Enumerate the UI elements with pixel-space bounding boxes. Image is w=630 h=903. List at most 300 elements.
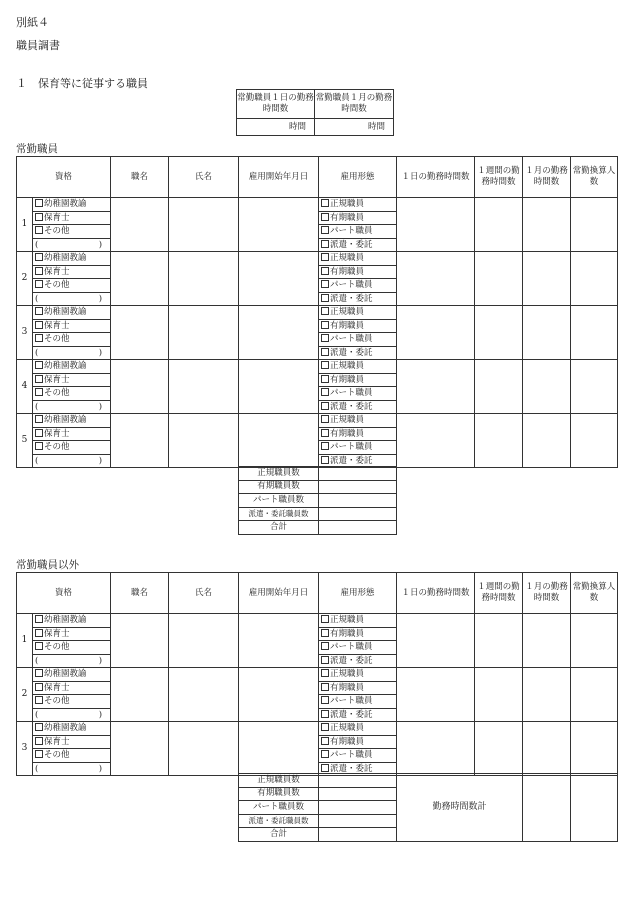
checkbox-icon[interactable] [321,429,329,437]
checkbox-icon[interactable] [321,737,329,745]
monthly-standard-hours-header: 常勤職員１月の勤務時間数 [315,90,394,119]
other-specify-field[interactable] [35,239,110,251]
summary-label: 有期職員数 [239,480,319,494]
checkbox-icon[interactable] [35,267,43,275]
daily-standard-hours-cell[interactable]: 時間 [237,119,315,136]
row-number: 1 [17,614,33,668]
employment-option[interactable] [319,735,397,749]
checkbox-icon[interactable] [321,267,329,275]
monthly-hours-cell[interactable] [523,614,571,668]
checkbox-icon[interactable] [35,642,43,650]
checkbox-icon[interactable] [35,307,43,315]
qualification-option[interactable] [33,749,111,763]
paren-close: ) [98,293,103,304]
paren-close: ) [98,455,103,466]
header-5: １日の勤務時間数 [397,157,475,198]
checkbox-icon[interactable] [321,321,329,329]
employment-option[interactable] [319,319,397,333]
job-title-cell[interactable] [111,198,169,252]
checkbox-icon[interactable] [35,415,43,423]
other-specify-field[interactable] [35,763,110,775]
checkbox-icon[interactable] [35,737,43,745]
header-8: 常勤換算人数 [571,573,618,614]
header-7: １月の勤務時間数 [523,157,571,198]
qualification-label: 保育士 [44,266,70,277]
checkbox-icon[interactable] [321,240,329,248]
employment-option[interactable] [319,654,397,668]
header-2: 氏名 [169,157,239,198]
qualification-label: 保育士 [44,736,70,747]
qualification-option[interactable] [33,265,111,279]
checkbox-icon[interactable] [321,723,329,731]
employment-option[interactable] [319,441,397,455]
fte-count-cell[interactable] [571,668,618,722]
checkbox-icon[interactable] [321,456,329,464]
employment-label: 派遣・委託 [330,401,373,412]
checkbox-icon[interactable] [321,683,329,691]
checkbox-icon[interactable] [35,442,43,450]
qualification-label: その他 [44,388,70,399]
summary-value-cell[interactable] [319,801,397,815]
header-3: 雇用開始年月日 [239,573,319,614]
checkbox-icon[interactable] [35,429,43,437]
employment-label: 派遣・委託 [330,293,373,304]
weekly-hours-cell[interactable] [475,198,523,252]
employment-option[interactable] [319,387,397,401]
checkbox-icon[interactable] [35,750,43,758]
total-monthly-hours-cell[interactable] [523,774,571,842]
row-number: 4 [17,360,33,414]
header-0: 資格 [17,157,111,198]
paren-open: ( [35,763,39,774]
paren-open: ( [35,655,39,666]
monthly-hours-cell[interactable] [523,414,571,468]
other-specify-field[interactable] [35,401,110,413]
header-6: １週間の勤務時間数 [475,157,523,198]
summary-value-cell[interactable] [319,467,397,481]
name-cell[interactable] [169,614,239,668]
checkbox-icon[interactable] [35,321,43,329]
name-cell[interactable] [169,722,239,776]
paren-open: ( [35,401,39,412]
fte-count-cell[interactable] [571,722,618,776]
qualification-label: 保育士 [44,320,70,331]
name-cell[interactable] [169,360,239,414]
employment-option[interactable] [319,627,397,641]
name-cell[interactable] [169,198,239,252]
summary-label: 派遣・委託職員数 [239,507,319,521]
employment-option[interactable] [319,427,397,441]
total-fte-cell[interactable] [571,774,618,842]
job-title-cell[interactable] [111,306,169,360]
qualification-label: 幼稚園教諭 [44,615,87,626]
paren-open: ( [35,239,39,250]
weekly-hours-cell[interactable] [475,252,523,306]
weekly-hours-cell[interactable] [475,360,523,414]
checkbox-icon[interactable] [321,615,329,623]
document-title: 職員調書 [16,39,60,52]
daily-hours-cell[interactable] [397,306,475,360]
employment-option[interactable] [319,306,397,320]
checkbox-icon[interactable] [35,253,43,261]
employment-option[interactable] [319,373,397,387]
paren-close: ) [98,709,103,720]
employment-label: 有期職員 [330,374,365,385]
summary-value-cell[interactable] [319,774,397,788]
monthly-hours-cell[interactable] [523,252,571,306]
qualification-label: 幼稚園教諭 [44,199,87,210]
employment-option[interactable] [319,279,397,293]
row-number: 5 [17,414,33,468]
summary-label: パート職員数 [239,494,319,508]
other-specify-field[interactable] [35,293,110,305]
weekly-hours-cell[interactable] [475,414,523,468]
summary-label: 正規職員数 [239,774,319,788]
other-specify-field[interactable] [35,347,110,359]
paren-open: ( [35,455,39,466]
summary-label: 正規職員数 [239,467,319,481]
checkbox-icon[interactable] [35,334,43,342]
qualification-label: 保育士 [44,428,70,439]
employment-label: パート職員 [330,280,373,291]
employment-option[interactable] [319,749,397,763]
employment-label: 有期職員 [330,212,365,223]
daily-hours-cell[interactable] [397,668,475,722]
checkbox-icon[interactable] [321,656,329,664]
employment-label: 正規職員 [330,615,365,626]
qualification-option[interactable] [33,668,111,682]
qualification-option[interactable] [33,211,111,225]
employment-label: 派遣・委託 [330,239,373,250]
employment-option[interactable] [319,400,397,414]
qualification-option[interactable] [33,319,111,333]
summary-value-cell[interactable] [319,828,397,842]
other-specify-field[interactable] [35,709,110,721]
qualification-label: 保育士 [44,628,70,639]
daily-standard-hours-header: 常勤職員１日の勤務時間数 [237,90,315,119]
checkbox-icon[interactable] [35,213,43,221]
employment-label: 派遣・委託 [330,655,373,666]
employment-label: パート職員 [330,388,373,399]
employment-option[interactable] [319,265,397,279]
start-date-cell[interactable] [239,360,319,414]
employment-label: 正規職員 [330,361,365,372]
employment-label: 正規職員 [330,669,365,680]
other-specify-field[interactable] [35,655,110,667]
total-hours-label: 勤務時間数計 [397,774,523,842]
monthly-hours-cell[interactable] [523,722,571,776]
start-date-cell[interactable] [239,198,319,252]
checkbox-icon[interactable] [321,280,329,288]
checkbox-icon[interactable] [321,361,329,369]
qualification-option[interactable] [33,279,111,293]
qualification-option[interactable] [33,427,111,441]
fte-count-cell[interactable] [571,252,618,306]
qualification-label: その他 [44,334,70,345]
attachment-label: 別紙４ [16,16,49,29]
summary-value-cell[interactable] [319,494,397,508]
employment-option[interactable] [319,346,397,360]
fte-count-cell[interactable] [571,360,618,414]
checkbox-icon[interactable] [321,669,329,677]
checkbox-icon[interactable] [321,442,329,450]
header-0: 資格 [17,573,111,614]
summary-value-cell[interactable] [319,480,397,494]
summary-label: 有期職員数 [239,787,319,801]
start-date-cell[interactable] [239,722,319,776]
qualification-option[interactable] [33,400,111,414]
qualification-option[interactable] [33,333,111,347]
monthly-hours-cell[interactable] [523,306,571,360]
weekly-hours-cell[interactable] [475,668,523,722]
employment-label: パート職員 [330,226,373,237]
job-title-cell[interactable] [111,614,169,668]
checkbox-icon[interactable] [321,253,329,261]
paren-close: ) [98,401,103,412]
qualification-option[interactable] [33,722,111,736]
start-date-cell[interactable] [239,306,319,360]
checkbox-icon[interactable] [321,307,329,315]
checkbox-icon[interactable] [321,764,329,772]
employment-option[interactable] [319,292,397,306]
employment-label: 有期職員 [330,428,365,439]
checkbox-icon[interactable] [35,361,43,369]
qualification-option[interactable] [33,306,111,320]
employment-label: パート職員 [330,334,373,345]
weekly-hours-cell[interactable] [475,722,523,776]
header-4: 雇用形態 [319,573,397,614]
fte-count-cell[interactable] [571,614,618,668]
qualification-label: その他 [44,442,70,453]
section-title: １ 保育等に従事する職員 [16,77,148,90]
daily-hours-cell[interactable] [397,722,475,776]
qualification-option[interactable] [33,414,111,428]
qualification-option[interactable] [33,735,111,749]
name-cell[interactable] [169,306,239,360]
checkbox-icon[interactable] [321,710,329,718]
employment-label: 派遣・委託 [330,347,373,358]
header-3: 雇用開始年月日 [239,157,319,198]
start-date-cell[interactable] [239,252,319,306]
paren-close: ) [98,347,103,358]
employment-option[interactable] [319,333,397,347]
qualification-option[interactable] [33,373,111,387]
qualification-label: 保育士 [44,374,70,385]
daily-hours-cell[interactable] [397,360,475,414]
checkbox-icon[interactable] [321,750,329,758]
summary-label: パート職員数 [239,801,319,815]
summary-value-cell[interactable] [319,507,397,521]
qualification-label: 幼稚園教諭 [44,669,87,680]
other-specify-field[interactable] [35,455,110,467]
fulltime-staff-table [16,156,618,468]
checkbox-icon[interactable] [35,615,43,623]
employment-label: パート職員 [330,750,373,761]
paren-open: ( [35,709,39,720]
paren-close: ) [98,763,103,774]
employment-label: パート職員 [330,696,373,707]
employment-option[interactable] [319,681,397,695]
summary-value-cell[interactable] [319,521,397,535]
checkbox-icon[interactable] [321,199,329,207]
nonfulltime-staff-table [16,572,618,776]
employment-label: 正規職員 [330,723,365,734]
fte-count-cell[interactable] [571,306,618,360]
employment-label: 正規職員 [330,199,365,210]
paren-close: ) [98,655,103,666]
qualification-option[interactable] [33,454,111,468]
qualification-option[interactable] [33,614,111,628]
qualification-option[interactable] [33,708,111,722]
checkbox-icon[interactable] [321,642,329,650]
start-date-cell[interactable] [239,668,319,722]
qualification-option[interactable] [33,360,111,374]
job-title-cell[interactable] [111,668,169,722]
summary-value-cell[interactable] [319,814,397,828]
checkbox-icon[interactable] [35,723,43,731]
qualification-option[interactable] [33,198,111,212]
qualification-label: 幼稚園教諭 [44,723,87,734]
daily-hours-cell[interactable] [397,414,475,468]
employment-option[interactable] [319,198,397,212]
qualification-option[interactable] [33,252,111,266]
fte-count-cell[interactable] [571,414,618,468]
qualification-option[interactable] [33,387,111,401]
checkbox-icon[interactable] [35,375,43,383]
row-number: 3 [17,306,33,360]
qualification-label: 幼稚園教諭 [44,253,87,264]
employment-label: 正規職員 [330,415,365,426]
qualification-label: その他 [44,226,70,237]
checkbox-icon[interactable] [35,696,43,704]
header-6: １週間の勤務時間数 [475,573,523,614]
job-title-cell[interactable] [111,252,169,306]
monthly-standard-hours-cell[interactable]: 時間 [315,119,394,136]
qualification-label: 保育士 [44,682,70,693]
employment-option[interactable] [319,211,397,225]
header-2: 氏名 [169,573,239,614]
employment-option[interactable] [319,252,397,266]
checkbox-icon[interactable] [35,226,43,234]
start-date-cell[interactable] [239,414,319,468]
employment-option[interactable] [319,238,397,252]
monthly-hours-cell[interactable] [523,668,571,722]
checkbox-icon[interactable] [321,348,329,356]
checkbox-icon[interactable] [321,415,329,423]
job-title-cell[interactable] [111,722,169,776]
name-cell[interactable] [169,668,239,722]
qualification-option[interactable] [33,641,111,655]
checkbox-icon[interactable] [35,280,43,288]
qualification-option[interactable] [33,681,111,695]
employment-option[interactable] [319,414,397,428]
daily-hours-cell[interactable] [397,252,475,306]
employment-label: 有期職員 [330,266,365,277]
fte-count-cell[interactable] [571,198,618,252]
checkbox-icon[interactable] [321,294,329,302]
employment-option[interactable] [319,360,397,374]
employment-label: 派遣・委託 [330,763,373,774]
start-date-cell[interactable] [239,614,319,668]
monthly-hours-cell[interactable] [523,198,571,252]
summary-value-cell[interactable] [319,787,397,801]
standard-hours-table [236,89,394,136]
checkbox-icon[interactable] [321,226,329,234]
qualification-label: 幼稚園教諭 [44,361,87,372]
checkbox-icon[interactable] [321,388,329,396]
qualification-option[interactable] [33,654,111,668]
fulltime-title: 常勤職員 [16,143,58,155]
qualification-label: その他 [44,750,70,761]
checkbox-icon[interactable] [35,669,43,677]
employment-label: パート職員 [330,642,373,653]
weekly-hours-cell[interactable] [475,614,523,668]
employment-option[interactable] [319,225,397,239]
checkbox-icon[interactable] [321,213,329,221]
nonfulltime-title: 常勤職員以外 [16,559,79,571]
qualification-option[interactable] [33,627,111,641]
checkbox-icon[interactable] [321,629,329,637]
employment-label: 正規職員 [330,307,365,318]
employment-option[interactable] [319,641,397,655]
qualification-label: その他 [44,280,70,291]
employment-label: 派遣・委託 [330,455,373,466]
employment-label: 有期職員 [330,320,365,331]
employment-label: 有期職員 [330,682,365,693]
qualification-label: その他 [44,642,70,653]
employment-option[interactable] [319,668,397,682]
header-7: １月の勤務時間数 [523,573,571,614]
name-cell[interactable] [169,414,239,468]
qualification-label: 幼稚園教諭 [44,415,87,426]
checkbox-icon[interactable] [321,696,329,704]
nonfulltime-summary-table [238,773,618,842]
header-1: 職名 [111,157,169,198]
checkbox-icon[interactable] [35,683,43,691]
summary-label: 合計 [239,521,319,535]
checkbox-icon[interactable] [321,334,329,342]
checkbox-icon[interactable] [35,629,43,637]
qualification-option[interactable] [33,225,111,239]
header-8: 常勤換算人数 [571,157,618,198]
job-title-cell[interactable] [111,414,169,468]
checkbox-icon[interactable] [321,402,329,410]
checkbox-icon[interactable] [35,388,43,396]
header-5: １日の勤務時間数 [397,573,475,614]
employment-option[interactable] [319,722,397,736]
employment-option[interactable] [319,708,397,722]
qualification-option[interactable] [33,762,111,776]
daily-hours-cell[interactable] [397,198,475,252]
qualification-option[interactable] [33,695,111,709]
employment-option[interactable] [319,695,397,709]
employment-label: 有期職員 [330,628,365,639]
qualification-option[interactable] [33,346,111,360]
name-cell[interactable] [169,252,239,306]
weekly-hours-cell[interactable] [475,306,523,360]
checkbox-icon[interactable] [321,375,329,383]
job-title-cell[interactable] [111,360,169,414]
employment-option[interactable] [319,614,397,628]
daily-hours-cell[interactable] [397,614,475,668]
fulltime-summary-table [238,466,397,535]
row-number: 3 [17,722,33,776]
checkbox-icon[interactable] [35,199,43,207]
qualification-option[interactable] [33,441,111,455]
qualification-option[interactable] [33,238,111,252]
monthly-hours-cell[interactable] [523,360,571,414]
qualification-option[interactable] [33,292,111,306]
